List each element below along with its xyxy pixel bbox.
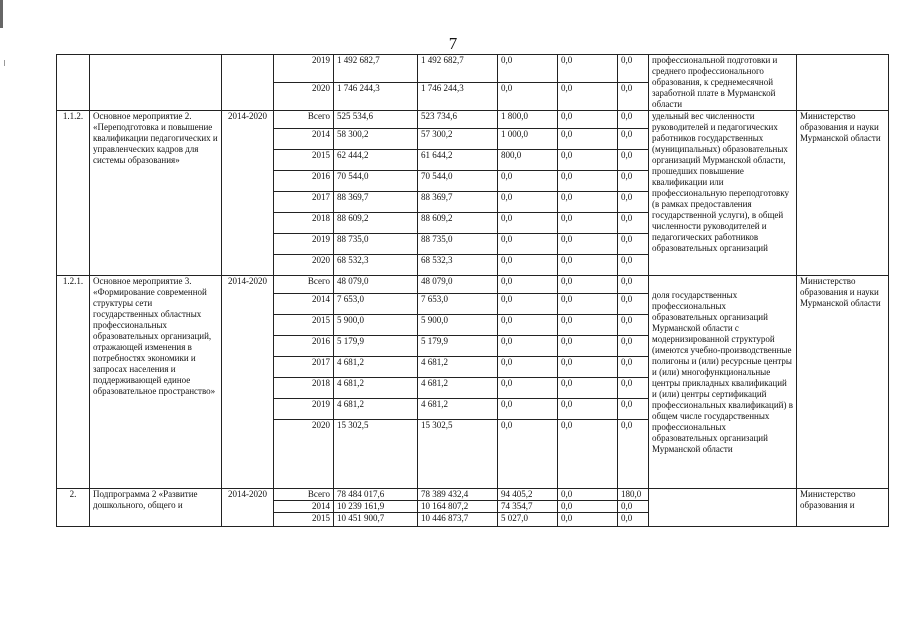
indicator-text: доля государственных профессиональных образовательных организаций Мурманской области с модернизированной структурой (имеются учебно-производственные полигоны и (или) ресурсные центры и (или) многофункциональные центры прикладных квалификаций и (или) центры сертификаций профессиональных квалификаций) в общем числе государственных профессиональных образовательных организаций Мурманской области <box>652 290 793 454</box>
cell-year: 2016 <box>274 171 334 192</box>
cell-total: 10 451 900,7 <box>334 513 418 527</box>
cell-other: 0,0 <box>618 399 649 420</box>
cell-total: 68 532,3 <box>334 255 418 276</box>
cell-federal: 1 000,0 <box>498 129 558 150</box>
cell-total: 10 239 161,9 <box>334 501 418 513</box>
cell-federal: 0,0 <box>498 294 558 315</box>
cell-regional: 88 735,0 <box>418 234 498 255</box>
cell-regional: 4 681,2 <box>418 399 498 420</box>
cell-other: 0,0 <box>618 378 649 399</box>
cell-code: 1.1.2. <box>57 111 90 276</box>
cell-year: 2014 <box>274 129 334 150</box>
cell-total: 15 302,5 <box>334 420 418 489</box>
table-body <box>57 55 889 527</box>
cell-regional: 88 369,7 <box>418 192 498 213</box>
cell-federal: 0,0 <box>498 378 558 399</box>
cell-other: 0,0 <box>618 129 649 150</box>
cell-code: 1.2.1. <box>57 276 90 489</box>
table-row <box>57 489 889 501</box>
cell-local: 0,0 <box>558 315 618 336</box>
cell-regional: 10 446 873,7 <box>418 513 498 527</box>
cell-total: 70 544,0 <box>334 171 418 192</box>
cell-local: 0,0 <box>558 399 618 420</box>
cell-federal: 0,0 <box>498 213 558 234</box>
table-row <box>57 111 889 129</box>
cell-code-empty <box>57 55 90 111</box>
cell-name: Основное мероприятие 3. «Формирование современной структуры сети государственных областных профессиональных образовательных организаций, отражающей изменения в потребностях экономики и запросах населения и поддерживающей единое образовательное пространство» <box>90 276 222 489</box>
cell-total: 5 179,9 <box>334 336 418 357</box>
cell-federal: 0,0 <box>498 399 558 420</box>
cell-local: 0,0 <box>558 255 618 276</box>
cell-regional: 88 609,2 <box>418 213 498 234</box>
cell-other: 0,0 <box>618 315 649 336</box>
cell-other: 0,0 <box>618 55 649 83</box>
program-funding-table <box>56 54 889 527</box>
cell-local: 0,0 <box>558 234 618 255</box>
cell-local: 0,0 <box>558 489 618 501</box>
cell-other: 0,0 <box>618 234 649 255</box>
cell-year: 2017 <box>274 357 334 378</box>
cell-other: 0,0 <box>618 150 649 171</box>
cell-indicator: профессиональной подготовки и среднего профессионального образования, к среднемесячной заработной плате в Мурманской области <box>649 55 797 111</box>
cell-local: 0,0 <box>558 357 618 378</box>
cell-total: 5 900,0 <box>334 315 418 336</box>
cell-total: 88 735,0 <box>334 234 418 255</box>
cell-regional: 78 389 432,4 <box>418 489 498 501</box>
cell-total: 1 746 244,3 <box>334 83 418 111</box>
cell-period: 2014-2020 <box>222 489 274 527</box>
cell-federal: 0,0 <box>498 55 558 83</box>
cell-federal: 0,0 <box>498 336 558 357</box>
cell-total: 48 079,0 <box>334 276 418 294</box>
cell-year: 2015 <box>274 315 334 336</box>
cell-federal: 1 800,0 <box>498 111 558 129</box>
cell-year: 2020 <box>274 255 334 276</box>
cell-federal: 0,0 <box>498 357 558 378</box>
cell-other: 0,0 <box>618 83 649 111</box>
cell-year: 2019 <box>274 55 334 83</box>
cell-other: 180,0 <box>618 489 649 501</box>
cell-indicator <box>649 111 797 276</box>
cell-year: 2018 <box>274 213 334 234</box>
cell-year: 2018 <box>274 378 334 399</box>
cell-federal: 0,0 <box>498 234 558 255</box>
cell-local: 0,0 <box>558 294 618 315</box>
cell-year: 2015 <box>274 150 334 171</box>
cell-year: 2019 <box>274 234 334 255</box>
cell-regional: 57 300,2 <box>418 129 498 150</box>
cell-year: 2014 <box>274 501 334 513</box>
cell-other: 0,0 <box>618 336 649 357</box>
cell-year: 2020 <box>274 420 334 489</box>
cell-federal: 0,0 <box>498 276 558 294</box>
cell-regional: 523 734,6 <box>418 111 498 129</box>
table-row <box>57 55 889 83</box>
cell-other: 0,0 <box>618 192 649 213</box>
cell-total: 525 534,6 <box>334 111 418 129</box>
cell-other: 0,0 <box>618 357 649 378</box>
cell-total: 1 492 682,7 <box>334 55 418 83</box>
scan-artifact <box>0 0 3 28</box>
cell-regional: 5 179,9 <box>418 336 498 357</box>
cell-regional: 4 681,2 <box>418 357 498 378</box>
cell-local: 0,0 <box>558 55 618 83</box>
cell-year: 2019 <box>274 399 334 420</box>
cell-total: 4 681,2 <box>334 357 418 378</box>
page-number: 7 <box>448 34 458 53</box>
cell-other: 0,0 <box>618 213 649 234</box>
cell-regional: 5 900,0 <box>418 315 498 336</box>
cell-other: 0,0 <box>618 276 649 294</box>
cell-year: Всего <box>274 489 334 501</box>
cell-federal: 0,0 <box>498 192 558 213</box>
cell-federal: 0,0 <box>498 315 558 336</box>
cell-regional: 1 492 682,7 <box>418 55 498 83</box>
indicator-text: удельный вес численности руководителей и педагогических работников государственных (муниципальных) образовательных организаций Мурманской области, прошедших повышение квалификации или профессиональную переподготовку (в рамках предоставления государственной услуги), в общей численности руководителей и педагогических работников образовательных организаций <box>652 111 790 253</box>
cell-period-empty <box>222 55 274 111</box>
cell-other: 0,0 <box>618 171 649 192</box>
cell-local: 0,0 <box>558 420 618 489</box>
cell-regional: 70 544,0 <box>418 171 498 192</box>
cell-local: 0,0 <box>558 336 618 357</box>
cell-other: 0,0 <box>618 420 649 489</box>
cell-regional: 61 644,2 <box>418 150 498 171</box>
cell-other: 0,0 <box>618 255 649 276</box>
cell-executor: Министерство образования и науки Мурманской области <box>797 276 889 489</box>
cell-federal: 0,0 <box>498 83 558 111</box>
cell-local: 0,0 <box>558 513 618 527</box>
cell-local: 0,0 <box>558 111 618 129</box>
cell-local: 0,0 <box>558 192 618 213</box>
cell-local: 0,0 <box>558 213 618 234</box>
cell-federal: 5 027,0 <box>498 513 558 527</box>
cell-local: 0,0 <box>558 378 618 399</box>
cell-regional: 10 164 807,2 <box>418 501 498 513</box>
cell-executor: Министерство образования и науки Мурманской области <box>797 111 889 276</box>
cell-indicator <box>649 276 797 489</box>
cell-indicator <box>649 489 797 527</box>
cell-local: 0,0 <box>558 171 618 192</box>
cell-local: 0,0 <box>558 501 618 513</box>
cell-local: 0,0 <box>558 129 618 150</box>
cell-other: 0,0 <box>618 111 649 129</box>
cell-other: 0,0 <box>618 294 649 315</box>
cell-federal: 74 354,7 <box>498 501 558 513</box>
cell-year: Всего <box>274 276 334 294</box>
cell-year: 2016 <box>274 336 334 357</box>
cell-year: Всего <box>274 111 334 129</box>
cell-local: 0,0 <box>558 276 618 294</box>
cell-local: 0,0 <box>558 83 618 111</box>
cell-name: Основное мероприятие 2. «Переподготовка и повышение квалификации педагогических и управленческих кадров для системы образования» <box>90 111 222 276</box>
cell-total: 7 653,0 <box>334 294 418 315</box>
cell-total: 58 300,2 <box>334 129 418 150</box>
cell-other: 0,0 <box>618 501 649 513</box>
cell-period: 2014-2020 <box>222 276 274 489</box>
cell-federal: 0,0 <box>498 171 558 192</box>
cell-executor: Министерство образования и <box>797 489 889 527</box>
cell-total: 88 609,2 <box>334 213 418 234</box>
cell-federal: 0,0 <box>498 420 558 489</box>
cell-name-empty <box>90 55 222 111</box>
scan-artifact-small <box>4 60 5 66</box>
cell-regional: 15 302,5 <box>418 420 498 489</box>
cell-period: 2014-2020 <box>222 111 274 276</box>
cell-regional: 48 079,0 <box>418 276 498 294</box>
cell-year: 2014 <box>274 294 334 315</box>
cell-total: 88 369,7 <box>334 192 418 213</box>
cell-year: 2020 <box>274 83 334 111</box>
cell-total: 4 681,2 <box>334 378 418 399</box>
cell-year: 2015 <box>274 513 334 527</box>
table-row <box>57 276 889 294</box>
cell-code: 2. <box>57 489 90 527</box>
cell-local: 0,0 <box>558 150 618 171</box>
cell-federal: 0,0 <box>498 255 558 276</box>
cell-executor-empty <box>797 55 889 111</box>
cell-total: 4 681,2 <box>334 399 418 420</box>
cell-regional: 68 532,3 <box>418 255 498 276</box>
cell-regional: 4 681,2 <box>418 378 498 399</box>
cell-name: Подпрограмма 2 «Развитие дошкольного, общего и <box>90 489 222 527</box>
cell-regional: 1 746 244,3 <box>418 83 498 111</box>
cell-federal: 94 405,2 <box>498 489 558 501</box>
cell-total: 62 444,2 <box>334 150 418 171</box>
cell-other: 0,0 <box>618 513 649 527</box>
cell-total: 78 484 017,6 <box>334 489 418 501</box>
cell-year: 2017 <box>274 192 334 213</box>
cell-regional: 7 653,0 <box>418 294 498 315</box>
cell-federal: 800,0 <box>498 150 558 171</box>
